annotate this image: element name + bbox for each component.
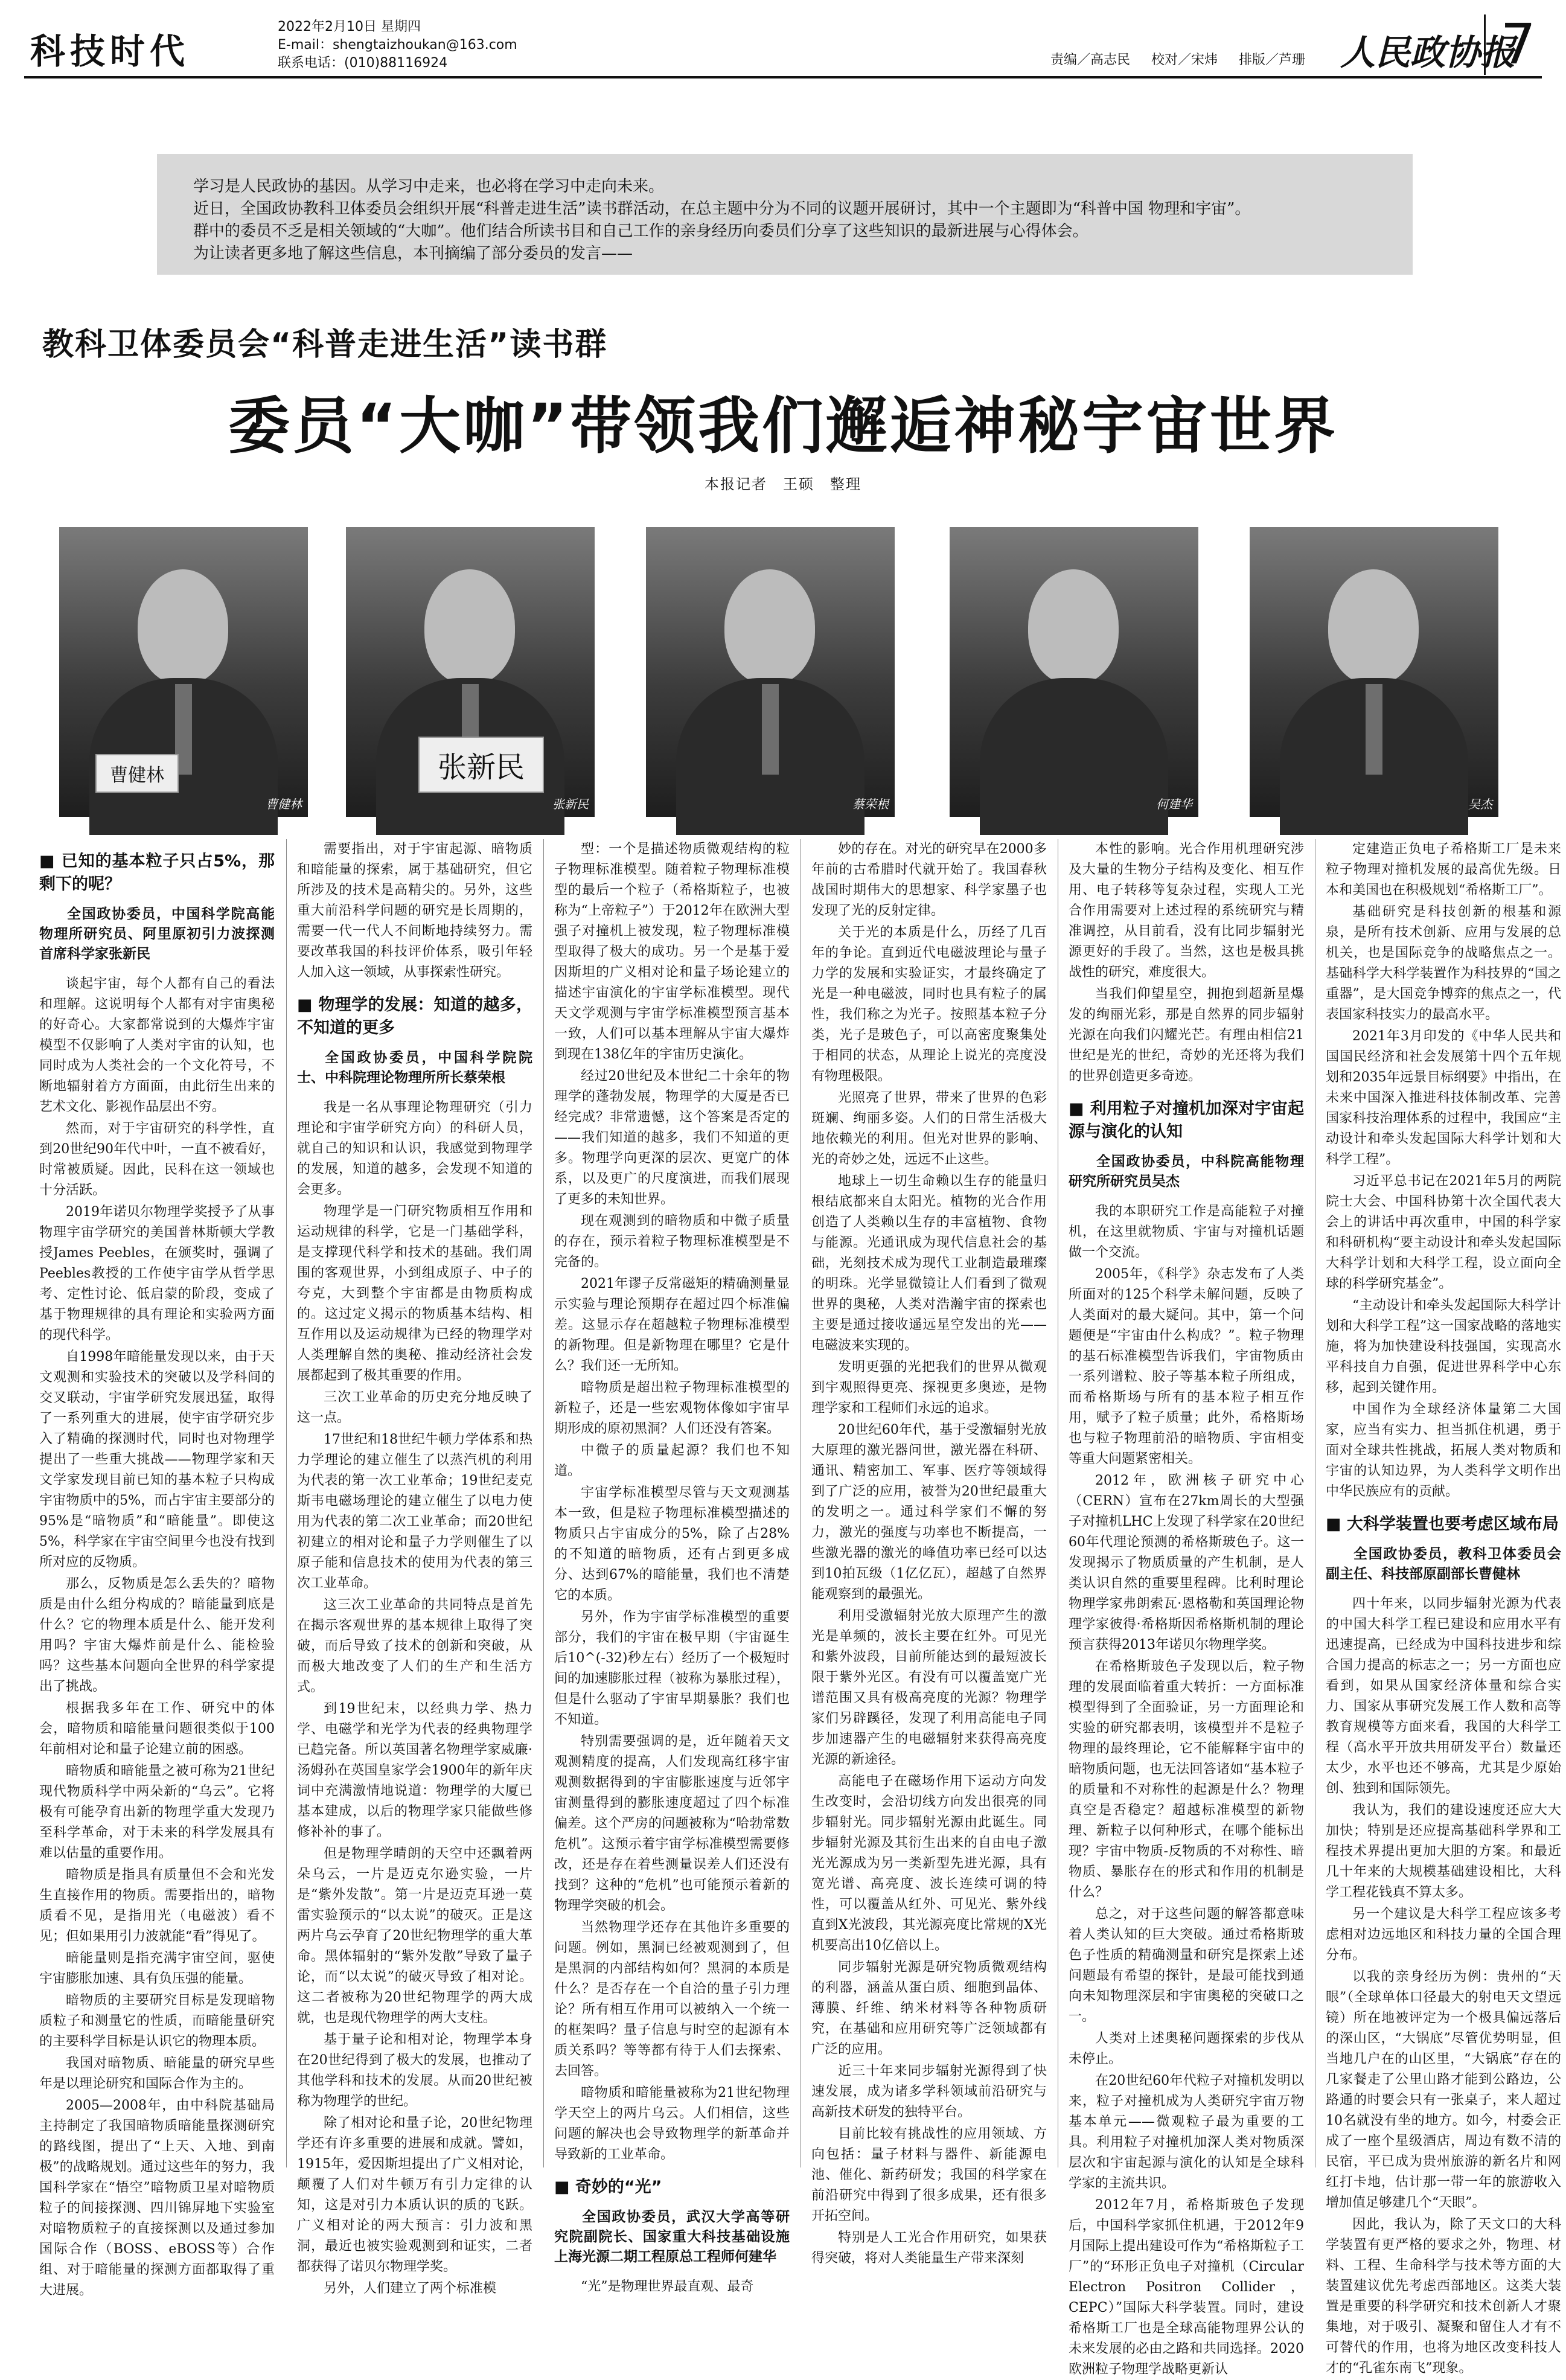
body-paragraph: 特别需要强调的是，近年随着天文观测精度的提高，人们发现高红移宇宙观测数据得到的宇宙膨胀速度与近邻宇宙测量得到的膨胀速度超过了四个标准偏差。这个严房的问题被称为“哈勃常数危机”。这预示着宇宙学标准模型需要修改，还是存在着些测量误差人们还没有找到？这种的“危机”也可能预示着新的物理学突破的机会。	[554, 1734, 790, 1913]
body-paragraph: 四十年来，以同步辐射光源为代表的中国大科学工程已建设和应用水平有迅速提高，已经成为中国科技进步和综合国力提高的标志之一；另一方面也应看到，如果从国家经济体量和综合实力、国家从事研究发展工作人数和高等教育规模等方面来看，我国的大科学工程（高水平开放共用研发平台）数量还太少，水平也还不够高，尤其是少原始创、独到和国际领先。	[1326, 1596, 1561, 1796]
body-paragraph: 17世纪和18世纪牛顿力学体系和热力学理论的建立催生了以蒸汽机的利用为代表的第一次工业革命；19世纪麦克斯韦电磁场理论的建立催生了以电力使用为代表的第二次工业革命；而20世纪初建立的相对论和量子力学则催生了以原子能和信息技术的使用为代表的第三次工业革命。	[297, 1432, 532, 1591]
body-paragraph: 型：一个是描述物质微观结构的粒子物理标准模型。随着粒子物理标准模型的最后一个粒子（希格斯粒子，也被称为“上帝粒子”）于2012年在欧洲大型强子对撞机上被发现，粒子物理标准模型取得了极大的成功。另一个是基于爱因斯坦的广义相对论和量子场论建立的描述宇宙演化的宇宙学标准模型。现代天文学观测与宇宙学标准模型预言基本一致，人们可以基本理解从宇宙大爆炸到现在138亿年的宇宙历史演化。	[554, 842, 790, 1062]
body-paragraph: 现在观测到的暗物质和中微子质量的存在，预示着粒子物理标准模型是不完备的。	[554, 1214, 790, 1270]
page-number: 7	[1484, 14, 1536, 75]
layout-credit: 排版／芦珊	[1239, 53, 1306, 68]
body-paragraph: 2005年，《科学》杂志发布了人类所面对的125个科学未解问题，反映了人类面对的最大疑问。其中，第一个问题便是“宇宙由什么构成？”。粒子物理的基石标准模型告诉我们，宇宙物质由一系列谱粒、胶子等基本粒子所组成，而希格斯场与所有的基本粒子相互作用，赋予了粒子质量；此外，希格斯场也与粒子物理前沿的暗物质、宇宙相变等重大问题紧密相关。	[1069, 1267, 1304, 1467]
body-paragraph: 我的本职研究工作是高能粒子对撞机，在这里就物质、宇宙与对撞机话题做一个交流。	[1069, 1204, 1304, 1260]
photo-signature: 吴杰	[1468, 797, 1492, 811]
body-paragraph: 习近平总书记在2021年5月的两院院士大会、中国科协第十次全国代表大会上的讲话中再次重申，中国的科学家和科研机构“要主动设计和牵头发起国际大科学计划和大科学工程，设立面向全球的科学研究基金”。	[1326, 1174, 1561, 1291]
body-paragraph: 总之，对于这些问题的解答都意味着人类认知的巨大突破。通过希格斯玻色子性质的精确测量和研究是探索上述问题最有希望的探针，是最可能找到通向未知物理深层和宇宙奥秘的突破口之一。	[1069, 1907, 1304, 2024]
photo-signature: 何建华	[1156, 797, 1192, 811]
body-paragraph: 高能电子在磁场作用下运动方向发生改变时，会沿切线方向发出很亮的同步辐射光。同步辐射光源由此诞生。同步辐射光源及其衍生出来的自由电子激光光源成为另一类新型先进光源，具有宽光谱、高亮度、波长连续可调的特性，可以覆盖从红外、可见光、紫外线直到X光波段，其光源亮度比常规的X光机要高出10亿倍以上。	[811, 1774, 1047, 1953]
body-paragraph: 需要指出，对于宇宙起源、暗物质和暗能量的探索，属于基础研究，但它所涉及的技术是高精尖的。另外，这些重大前沿科学问题的研究是长周期的，需要一代一代人不间断地持续努力。需要改革我国的科技评价体系，吸引年轻人加入这一领域，从事探索性研究。	[297, 842, 532, 980]
body-paragraph: 2012年，欧洲核子研究中心（CERN）宣布在27km周长的大型强子对撞机LHC上发现了科学家在20世纪60年代理论预测的希格斯玻色子。这一发现揭示了物质质量的产生机制，是人类认识自然的重要里程碑。比利时理论物理学家弗朗索瓦·恩格勒和英国理论物理学家彼得·希格斯因希格斯机制的理论预言获得2013年诺贝尔物理学奖。	[1069, 1473, 1304, 1652]
contact-email: E-mail：shengtaizhoukan@163.com	[278, 37, 517, 53]
speaker-intro: 全国政协委员，教科卫体委员会副主任、科技部原副部长曹健林	[1326, 1546, 1561, 1582]
body-paragraph: 人类对上述奥秘问题探索的步伐从未停止。	[1069, 2031, 1304, 2067]
section-subheading: ■ 已知的基本粒子只占5%，那剩下的呢？	[39, 850, 275, 896]
portrait-photo	[950, 527, 1198, 817]
section-subheading: ■ 大科学装置也要考虑区域布局	[1326, 1513, 1561, 1536]
proofreader-credit: 校对／宋炜	[1151, 53, 1218, 68]
body-paragraph: 利用受激辐射光放大原理产生的激光是单频的，波长主要在红外。可见光和紫外波段，目前所能达到的最短波长限于紫外光区。有没有可以覆盖宽广光谱范围又具有极高亮度的光源？物理学家们另辟蹊径，发现了利用高能电子同步加速器产生的电磁辐射来获得高亮度光源的新途径。	[811, 1608, 1047, 1767]
kicker-headline: 教科卫体委员会“科普走进生活”读书群	[42, 327, 608, 363]
portrait-photo	[346, 527, 595, 817]
body-paragraph: 暗物质和暗能量被称为21世纪物理学天空上的两片乌云。人们相信，这些问题的解决也会导致物理学的新革命并导致新的工业革命。	[554, 2085, 790, 2162]
body-paragraph: 宇宙学标准模型尽管与天文观测基本一致，但是粒子物理标准模型描述的物质只占宇宙成分的5%，除了占28%的不知道的暗物质，还有占到更多成分、达到67%的暗能量，我们也不清楚它的本质。	[554, 1485, 790, 1603]
nameplate: 曹健林	[95, 754, 179, 793]
speaker-intro: 全国政协委员，中国科学院高能物理所研究员、阿里原初引力波探测首席科学家张新民	[39, 906, 275, 962]
section-subheading: ■ 物理学的发展：知道的越多，不知道的更多	[297, 994, 532, 1040]
body-paragraph: 我认为，我们的建设速度还应大大加快；特别是还应提高基础科学界和工程技术界提出更加大胆的方案。和最近几十年来的大规模基础建设相比，大科学工程花钱真不算太多。	[1326, 1803, 1561, 1900]
speaker-intro: 全国政协委员，中科院高能物理研究所研究员吴杰	[1069, 1154, 1304, 1189]
body-paragraph: 暗物质和暗能量之被可称为21世纪现代物质科学中两朵新的“乌云”。它将极有可能孕育出新的物理学重大发现乃至科学革命，对于未来的科学发展具有难以估量的重要作用。	[39, 1764, 275, 1861]
body-paragraph: 另一个建议是大科学工程应该多考虑相对边远地区和科技力量的全国合理分布。	[1326, 1907, 1561, 1963]
newspaper-logo: 人民政协报	[1340, 32, 1516, 73]
editor-credit: 责编／高志民	[1050, 53, 1131, 68]
body-paragraph: 2021年谬子反常磁矩的精确测量显示实验与理论预期存在超过四个标准偏差。这显示存在超越粒子物理标准模型的新物理。但是新物理在哪里？它是什么？我们还一无所知。	[554, 1276, 790, 1374]
body-paragraph: 目前比较有挑战性的应用领域、方向包括：量子材料与器件、新能源电池、催化、新药研发；我国的科学家在前沿研究中得到了很多成果，还有很多开拓空间。	[811, 2126, 1047, 2224]
body-paragraph: 发明更强的光把我们的世界从微观到宇观照得更亮、探视更多奥迹，是物理学家和工程师们永远的追求。	[811, 1360, 1047, 1416]
body-paragraph: 中国作为全球经济体量第二大国家，应当有实力、担当抓住机遇，勇于面对全球共性挑战，拓展人类对物质和宇宙的认知边界，为人类科学文明作出中华民族应有的贡献。	[1326, 1402, 1561, 1499]
body-paragraph: 然而，对于宇宙研究的科学性，直到20世纪90年代中叶，一直不被看好，时常被质疑。因此，民科在这一领域也十分活跃。	[39, 1121, 275, 1198]
intro-line: 近日，全国政协教科卫体委员会组织开展“科普走进生活”读书群活动，在总主题中分为不同的议题开展研讨，其中一个主题即为“科普中国 物理和宇宙”。	[193, 200, 1251, 218]
body-paragraph: 同步辐射光源是研究物质微观结构的利器，涵盖从蛋白质、细胞到晶体、薄膜、纤维、纳米材料等各种物质研究，在基础和应用研究等广泛领域都有广泛的应用。	[811, 1960, 1047, 2057]
section-subheading: ■ 奇妙的“光”	[554, 2176, 790, 2199]
body-paragraph: 这三次工业革命的共同特点是首先在揭示客观世界的基本规律上取得了突破，而后导致了技术的创新和突破，从而极大地改变了人们的生产和生活方式。	[297, 1598, 532, 1695]
main-headline: 委员“大咖”带领我们邂逅神秘宇宙世界	[228, 391, 1338, 462]
intro-line: 群中的委员不乏是相关领域的“大咖”。他们结合所读书目和自己工作的亲身经历向委员们分享了这些知识的最新进展与心得体会。	[193, 222, 1088, 240]
body-paragraph: 到19世纪末，以经典力学、热力学、电磁学和光学为代表的经典物理学已趋完备。所以英国著名物理学家威廉·汤姆孙在英国皇家学会1900年的新年庆词中充满激情地说道：物理学的大厦已基本建成，以后的物理学家只能做些修修补补的事了。	[297, 1701, 532, 1840]
body-paragraph: 另外，作为宇宙学标准模型的重要部分，我们的宇宙在极早期（宇宙诞生后10^(-32)秒左右）经历了一个极短时间的加速膨胀过程（被称为暴胀过程），但是什么驱动了宇宙早期暴胀？我们也不知道。	[554, 1610, 790, 1727]
staff-credits	[1050, 50, 1322, 68]
body-paragraph: 暗物质是超出粒子物理标准模型的新粒子，还是一些宏观物体像如宇宙早期形成的原初黑洞？人们还没有答案。	[554, 1380, 790, 1436]
body-paragraph: “主动设计和牵头发起国际大科学计划和大科学工程”这一国家战略的落地实施，将为加快建设科技强国，实现高水平科技自力自强，促进世界科学中心东移，起到关键作用。	[1326, 1298, 1561, 1395]
body-paragraph: 当然物理学还存在其他许多重要的问题。例如，黑洞已经被观测到了，但是黑洞的内部结构如何？黑洞的本质是什么？是否存在一个自洽的量子引力理论？所有相互作用可以被纳入一个统一的框架吗？量子信息与时空的起源有本质关系吗？等等都有待于人们去探索、去回答。	[554, 1920, 790, 2079]
body-paragraph: 2005—2008年，由中科院基础局主持制定了我国暗物质暗能量探测研究的路线图，提出了“上天、入地、到南极”的战略规划。通过这些年的努力，我国科学家在“悟空”暗物质卫星对暗物质粒子的间接探测、四川锦屏地下实验室对暗物质粒子的直接探测以及通过参加国际合作（BOSS、eBOSS等）合作组、对于暗能量的探测方面都取得了重大进展。	[39, 2098, 275, 2298]
body-paragraph: 基于量子论和相对论，物理学本身在20世纪得到了极大的发展，也推动了其他学科和技术的发展。从而20世纪被称为物理学的世纪。	[297, 2032, 532, 2109]
body-paragraph: 在20世纪60年代粒子对撞机发明以来，粒子对撞机成为人类研究宇宙万物基本单元——微观粒子最为重要的工具。利用粒子对撞机加深人类对物质深层次和宇宙起源与演化的认知是全球科学家的主流共识。	[1069, 2073, 1304, 2191]
issue-date: 2022年2月10日 星期四	[278, 19, 421, 34]
body-paragraph: 另外，人们建立了两个标准模	[324, 2281, 497, 2296]
body-paragraph: 2019年诺贝尔物理学奖授予了从事物理宇宙学研究的美国普林斯顿大学教授James Peebles，在颁奖时，强调了Peebles教授的工作使宇宙学从哲学思考、定性讨论、低启蒙的阶段，变成了基于物理规律的具有理论和实验两方面的现代科学。	[39, 1204, 275, 1343]
body-paragraph: 地球上一切生命赖以生存的能量归根结底都来自太阳光。植物的光合作用创造了人类赖以生存的丰富植物、食物与能源。光通讯成为现代信息社会的基础，光刻技术成为现代工业制造最璀璨的明珠。光学显微镜让人们看到了微观世界的奥秘，人类对浩瀚宇宙的探索也主要是通过接收遥远星空发出的光——电磁波来实现的。	[811, 1174, 1047, 1353]
body-paragraph: 但是物理学晴朗的天空中还飘着两朵乌云，一片是迈克尔逊实验，一片是“紫外发散”。第一片是迈克耳逊一莫雷实验预示的“以太说”的破灭。正是这两片乌云孕育了20世纪物理学的重大革命。黑体辐射的“紫外发散”导致了量子论，而“以太说”的破灭导致了相对论。这二者被称为20世纪物理学的两大成就，也是现代物理学的两大支柱。	[297, 1846, 532, 2026]
body-paragraph: 三次工业革命的历史充分地反映了这一点。	[297, 1390, 532, 1425]
masthead	[24, 12, 1542, 78]
body-paragraph: 物理学是一门研究物质相互作用和运动规律的科学，它是一门基础学科，是支撑现代科学和技术的基础。我们周围的客观世界，小到组成原子、中子的夸克，大到整个宇宙都是由物质构成的。这过定义揭示的物质基本结构、相互作用以及运动规律为已经的物理学对人类理解自然的奥秘、推动经济社会发展都起到了极其重要的作用。	[297, 1204, 532, 1383]
body-paragraph: 根据我多年在工作、研究中的体会，暗物质和暗能量问题很类似于100年前相对论和量子论建立前的困惑。	[39, 1701, 275, 1757]
body-paragraph: 因此，我认为，除了天文口的大科学装置有更严格的要求之外，物理、材料、工程、生命科学与技术等方面的大装置建议优先考虑西部地区。这类大装置是重要的科学研究和技术创新人才聚集地，对于吸引、凝聚和留住人才有不可替代的作用，也将为地区改变科技人才的“孔雀东南飞”现象。	[1326, 2217, 1561, 2376]
body-paragraph: 妙的存在。对光的研究早在2000多年前的古希腊时代就开始了。我国春秋战国时期伟大的思想家、科学家墨子也发现了光的反射定律。	[811, 842, 1047, 918]
body-paragraph: 关于光的本质是什么，历经了几百年的争论。直到近代电磁波理论与量子力学的发展和实验证实，才最终确定了光是一种电磁波，同时也具有粒子的属性，我们称之为光子。按照基本粒子分类，光子是玻色子，可以高密度聚集处于相同的状态，从理论上说光的亮度没有物理极限。	[811, 925, 1047, 1084]
intro-line: 为让读者更多地了解这些信息，本刊摘编了部分委员的发言——	[193, 245, 633, 263]
body-paragraph: 基础研究是科技创新的根基和源泉，是所有技术创新、应用与发展的总机关，也是国际竞争的战略焦点之一。基础科学大科学装置作为科技界的“国之重器”，是大国竞争博弈的焦点之一，代表国家科技实力的最高水平。	[1326, 904, 1561, 1022]
byline: 本报记者 王硕 整理	[705, 476, 861, 493]
body-paragraph: 除了相对论和量子论，20世纪物理学还有许多重要的进展和成就。譬如，1915年，爱因斯坦提出了广义相对论，颠覆了人们对牛顿万有引力定律的认知，这是对引力本质认识的质的飞跃。广义相对论的两大预言：引力波和黑洞，最近也被实验观测到和证实，二者都获得了诺贝尔物理学奖。	[297, 2116, 532, 2274]
body-paragraph: 以我的亲身经历为例：贵州的“天眼”（全球单体口径最大的射电天文望远镜）所在地被评定为一个极具偏远落后的深山区，“大锅底”尽管优势明显，但当地几户在的山区里，“大锅底”存在的几家餐走了公里山路才能到公路边，公路通的时要会只有一张桌子，来人超过10名就没有坐的地方。如今，村委会正成了一座个星级酒店，周边有数不清的民宿，平已成为贵州旅游的新名片和网红打卡地，估计那一带一年的旅游收入增加值足够建几个“天眼”。	[1326, 1969, 1561, 2210]
section-name: 科技时代	[30, 31, 190, 72]
portrait-photo	[646, 527, 895, 817]
nameplate: 张新民	[418, 737, 544, 793]
body-paragraph: 20世纪60年代，基于受激辐射光放大原理的激光器问世，激光器在科研、通讯、精密加工、军事、医疗等领域得到了广泛的应用，被誉为20世纪最重大的发明之一。通过科学家们不懈的努力，激光的强度与功率也不断提高，一些激光器的激光的峰值功率已经可以达到10拍瓦级（1亿亿瓦），超越了自然界能观察到的最强光。	[811, 1422, 1047, 1602]
body-paragraph: 本性的影响。光合作用机理研究涉及大量的生物分子结构及变化、相互作用、电子转移等复杂过程，实现人工光合作用需要对上述过程的系统研究与精准调控，从目前看，没有比同步辐射光源更好的手段了。当然，这也是极具挑战性的研究，难度很大。	[1069, 842, 1304, 980]
photo-signature: 曹健林	[266, 797, 302, 811]
photo-signature: 蔡荣根	[852, 797, 889, 811]
masthead-meta	[278, 18, 517, 72]
body-paragraph: 2021年3月印发的《中华人民共和国国民经济和社会发展第十四个五年规划和2035年远景目标纲要》中指出，在未来中国深入推进科技体制改革、完善国家科技治理体系的过程中，我国应“主动设计和牵头发起国际大科学计划和大科学工程”。	[1326, 1029, 1561, 1167]
body-paragraph: 我国对暗物质、暗能量的研究早些年是以理论研究和国际合作为主的。	[39, 2056, 275, 2091]
photo-signature: 张新民	[552, 797, 589, 811]
intro-line: 学习是人民政协的基因。从学习中走来，也必将在学习中走向未来。	[193, 178, 665, 196]
body-paragraph: 我是一名从事理论物理研究（引力理论和宇宙学研究方向）的科研人员，就自己的知识和认识，我感觉到物理学的发展，知道的越多，会发现不知道的会更多。	[297, 1100, 532, 1197]
body-paragraph: 中微子的质量起源？我们也不知道。	[554, 1443, 790, 1479]
body-paragraph: 定建造正负电子希格斯工厂是未来粒子物理对撞机发展的最高优先级。日本和美国也在积极规划“希格斯工厂”。	[1326, 842, 1561, 898]
body-paragraph: 在希格斯玻色子发现以后，粒子物理的发展面临着重大转折：一方面标准模型得到了全面验证，另一方面理论和实验的研究都表明，该模型并不是粒子物理的最终理论，它不能解释宇宙中的暗物质问题，也无法回答诸如“基本粒子的质量和不对称性的起源是什么？物理真空是否稳定？超越标准模型的新物理、新粒子以何种形式，在哪个能标出现？宇宙中物质-反物质的不对称性、暗物质、暴胀存在的形式和作用的机制是什么？	[1069, 1659, 1304, 1900]
body-paragraph: 那么，反物质是怎么丢失的？暗物质是由什么组分构成的？暗能量到底是什么？它的物理本质是什么、能开发利用吗？宇宙大爆炸前是什么、能检验吗？这些基本问题向全世界的科学家提出了挑战。	[39, 1576, 275, 1694]
section-subheading: ■ 利用粒子对撞机加深对宇宙起源与演化的认知	[1069, 1098, 1304, 1144]
body-paragraph: 自1998年暗能量发现以来，由于天文观测和实验技术的突破以及学科间的交叉联动，宇宙学研究发展迅猛，取得了一系列重大的进展，使宇宙学研究步入了精确的探测时代，同时也对物理学提出了一些重大挑战——物理学家和天文学家发现目前已知的基本粒子只构成宇宙物质中的5%，而占宇宙主要部分的95%是“暗物质”和“暗能量”。即使这5%，科学家在宇宙空间里今也没有找到所对应的反物质。	[39, 1349, 275, 1570]
body-paragraph: 特别是人工光合作用研究，如果获得突破，将对人类能量生产带来深刻	[811, 2230, 1047, 2266]
portrait-photo	[1250, 527, 1498, 817]
portrait-photo	[59, 527, 308, 817]
body-paragraph: 暗物质的主要研究目标是发现暗物质粒子和测量它的性质，而暗能量研究的主要科学目标是认识它的物理本质。	[39, 1993, 275, 2049]
body-paragraph: 暗物质是指具有质量但不会和光发生直接作用的物质。需要指出的，暗物质看不见，是指用光（电磁波）看不见；但如果用引力波就能“看”得见了。	[39, 1867, 275, 1944]
speaker-intro: 全国政协委员，中国科学院院士、中科院理论物理所所长蔡荣根	[297, 1050, 532, 1086]
contact-phone: 联系电话：(010)88116924	[278, 56, 448, 71]
article-column	[39, 839, 275, 2298]
body-paragraph: 谈起宇宙，每个人都有自己的看法和理解。这说明每个人都有对宇宙奥秘的好奇心。大家都常说到的大爆炸宇宙模型不仅影响了人类对宇宙的认知，也同时成为人类社会的一个文化符号，不断地辐射着方方面面，由此衍生出来的艺术文化、影视作品层出不穷。	[39, 976, 275, 1115]
article-column	[1326, 839, 1561, 2376]
body-paragraph: 暗能量则是指充满宇宙空间，驱使宇宙膨胀加速、具有负压强的能量。	[39, 1951, 275, 1986]
article-column	[554, 839, 790, 2294]
article-column	[811, 839, 1047, 2266]
body-paragraph: “光”是物理世界最直观、最奇	[581, 2279, 754, 2294]
body-paragraph: 光照亮了世界，带来了世界的色彩斑斓、绚丽多姿。人们的日常生活极大地依赖光的利用。但光对世界的影响、光的奇妙之处，远远不止这些。	[811, 1090, 1047, 1167]
speaker-intro: 全国政协委员，武汉大学高等研究院副院长、国家重大科技基础设施上海光源二期工程原总工程师何建华	[554, 2209, 790, 2265]
article-column	[1069, 839, 1304, 2377]
body-paragraph: 2012年7月，希格斯玻色子发现后，中国科学家抓住机遇，于2012年9月国际上提出建设可作为“希格斯粒子工厂”的“环形正负电子对撞机（Circular Electron Positron Collider，CEPC）”国际大科学装置。同时，建设希格斯工厂也是全球高能物理界公认的未来发展的必由之路和共同选择。2020欧洲粒子物理学战略更新认	[1069, 2198, 1304, 2377]
editor-intro-box	[157, 154, 1413, 275]
article-column	[297, 839, 532, 2296]
body-paragraph: 当我们仰望星空，拥抱到超新星爆发的绚丽光彩，那是自然界的同步辐射光源在向我们闪耀光芒。有理由相信21世纪是光的世纪，奇妙的光还将为我们的世界创造更多奇迹。	[1069, 987, 1304, 1084]
body-paragraph: 近三十年来同步辐射光源得到了快速发展，成为诸多学科领域前沿研究与高新技术研发的独特平台。	[811, 2064, 1047, 2120]
body-paragraph: 经过20世纪及本世纪二十余年的物理学的蓬勃发展，物理学的大厦是否已经完成？非常遗憾，这个答案是否定的——我们知道的越多，我们不知道的更多。物理学向更深的层次、更宽广的体系，以及更广的尺度演进，而我们展现了更多的未知世界。	[554, 1069, 790, 1207]
